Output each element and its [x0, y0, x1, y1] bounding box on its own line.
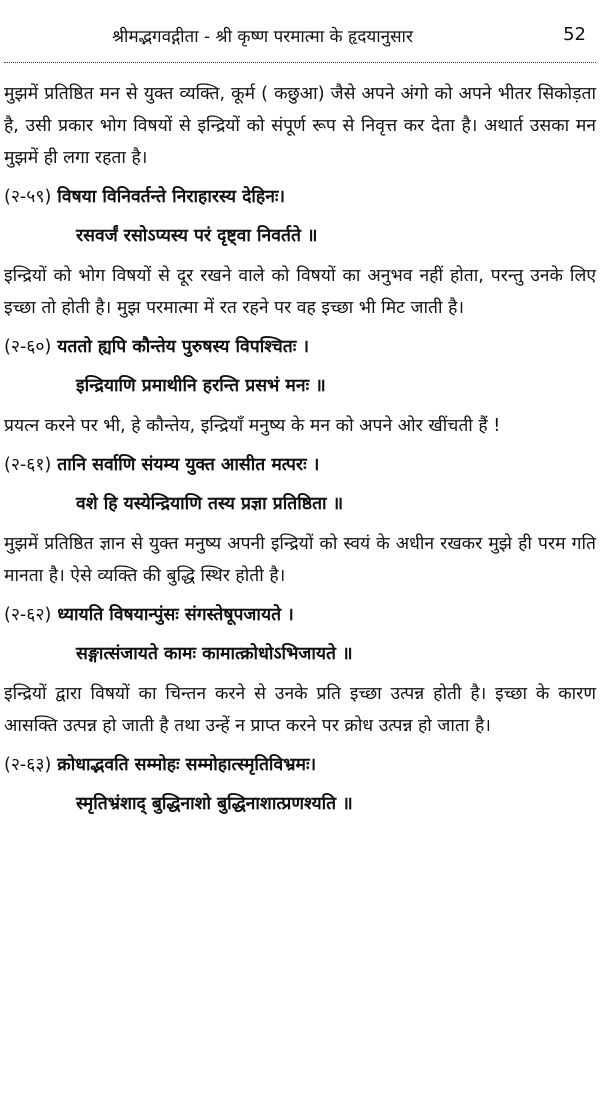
verse-2-61: [4, 446, 596, 524]
page-header: [0, 0, 600, 62]
verse-2-60: [4, 328, 596, 406]
verse-line-2: स्मृतिभ्रंशाद् बुद्धिनाशो बुद्धिनाशात्प्रणश्यति ॥: [76, 794, 353, 814]
verse-2-62: [4, 596, 596, 674]
verse-text: विषया विनिवर्तन्ते निराहारस्य देहिनः।: [57, 187, 286, 207]
verse-text: तानि सर्वाणि संयम्य युक्त आसीत मत्परः ।: [57, 455, 320, 475]
verse-line-1: [4, 178, 596, 217]
verse-number: (२-६१): [4, 455, 52, 475]
verse-line-2: वशे हि यस्येन्द्रियाणि तस्य प्रज्ञा प्रतिष्ठिता ॥: [76, 494, 344, 514]
verse-text: ध्यायति विषयान्पुंसः संगस्तेषूपजायते ।: [57, 605, 294, 625]
verse-number: (२-६२): [4, 605, 52, 625]
verse-line-1: [4, 746, 596, 785]
verse-line-1: [4, 596, 596, 635]
verse-line-2: रसवर्जं रसोऽप्यस्य परं दृष्ट्वा निवर्तते ॥: [76, 226, 318, 246]
verse-number: (२-६०): [4, 337, 52, 357]
verse-line-2: इन्द्रियाणि प्रमाथीनि हरन्ति प्रसभं मनः ॥: [76, 376, 326, 396]
verse-line-1: [4, 328, 596, 367]
verse-text: क्रोधाद्भवति सम्मोहः सम्मोहात्स्मृतिविभ्रमः।: [57, 755, 317, 775]
page-body: [4, 78, 596, 828]
verse-text: यततो ह्यपि कौन्तेय पुरुषस्य विपश्चितः ।: [57, 337, 310, 357]
verse-line-2: सङ्गात्संजायते कामः कामात्क्रोधोऽभिजायते ॥: [76, 644, 353, 664]
commentary-paragraph: इन्द्रियों द्वारा विषयों का चिन्तन करने से उनके प्रति इच्छा उत्पन्न होती है। इच्छा के कारण आसक्ति उत्पन्न हो जाती है तथा उन्हें न प्राप्त करने पर क्रोध उत्पन्न हो जाता है।: [4, 684, 596, 736]
commentary-paragraph: प्रयत्न करने पर भी, हे कौन्तेय, इन्द्रियाँ मनुष्य के मन को अपने ओर खींचती हैं !: [4, 416, 501, 436]
verse-line-1: [4, 446, 596, 485]
running-title: श्रीमद्भगवद्गीता - श्री कृष्ण परमात्मा के हृदयानुसार: [112, 27, 413, 47]
verse-number: (२-५९): [4, 187, 52, 207]
page-number: 52: [563, 24, 586, 45]
commentary-paragraph: मुझमें प्रतिष्ठित ज्ञान से युक्त मनुष्य अपनी इन्द्रियों को स्वयं के अधीन रखकर मुझे ही परम गति मानता है। ऐसे व्यक्ति की बुद्धि स्थिर होती है।: [4, 534, 596, 586]
verse-2-59: [4, 178, 596, 256]
verse-2-63: [4, 746, 596, 824]
commentary-paragraph: मुझमें प्रतिष्ठित मन से युक्त व्यक्ति, कूर्म ( कछुआ) जैसे अपने अंगो को अपने भीतर सिकोड़ता है, उसी प्रकार भोग विषयों से इन्द्रियों को संपूर्ण रूप से निवृत्त कर देता है। अथार्त उसका मन मुझमें ही लगा रहता है।: [4, 84, 596, 168]
verse-number: (२-६३): [4, 755, 52, 775]
header-divider: [4, 62, 596, 63]
commentary-paragraph: इन्द्रियों को भोग विषयों से दूर रखने वाले को विषयों का अनुभव नहीं होता, परन्तु उनके लिए इच्छा तो होती है। मुझ परमात्मा में रत रहने पर वह इच्छा भी मिट जाती है।: [4, 266, 596, 318]
